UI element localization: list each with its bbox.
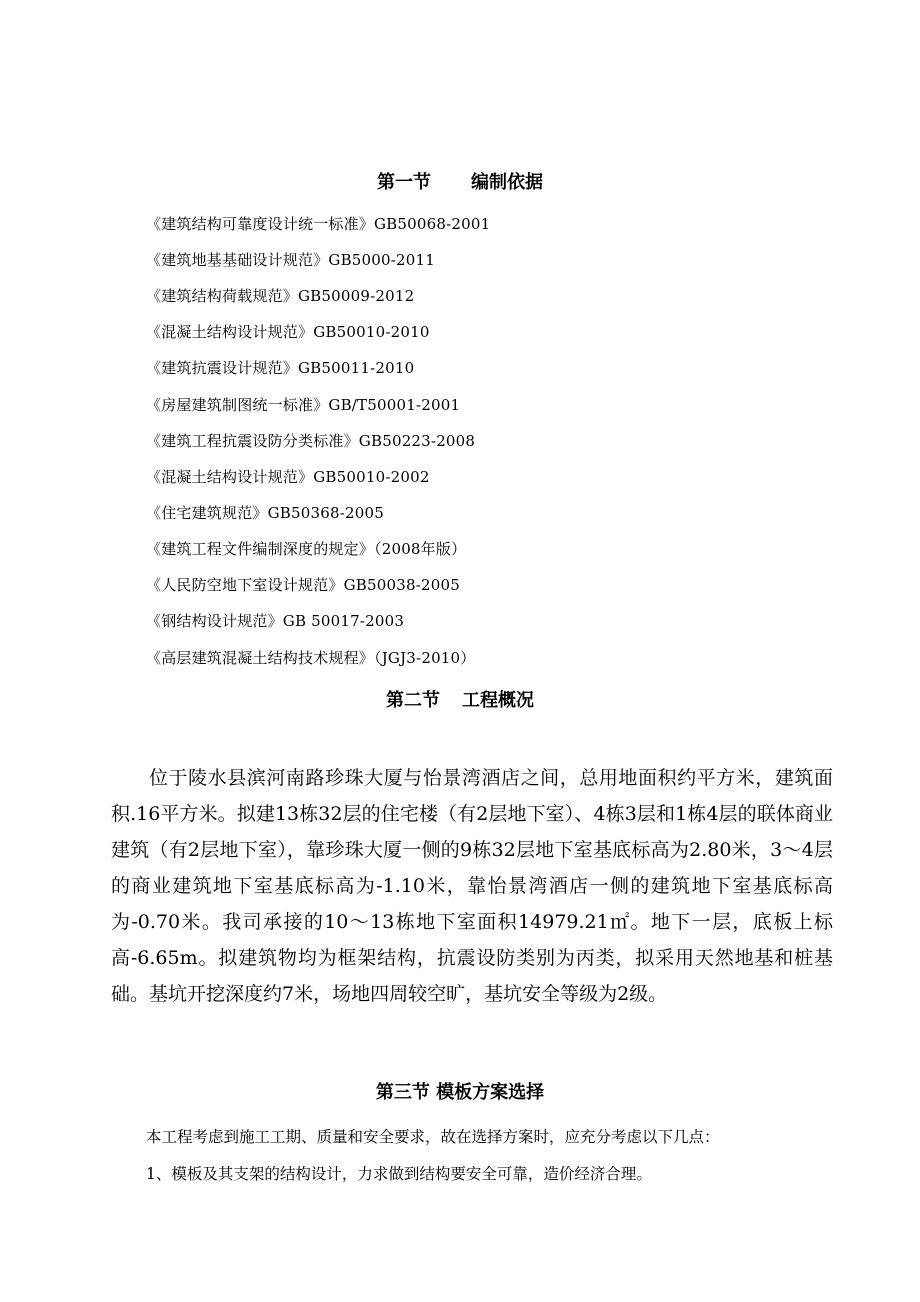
section1-title: 编制依据 xyxy=(471,172,543,193)
reference-item: 《钢结构设计规范》GB 50017-2003 xyxy=(146,612,405,630)
reference-item: 《建筑结构可靠度设计统一标准》GB50068-2001 xyxy=(146,215,491,233)
reference-item: 《房屋建筑制图统一标准》GB/T50001-2001 xyxy=(146,396,461,414)
reference-item: 《建筑抗震设计规范》GB50011-2010 xyxy=(146,359,415,377)
section2-title: 工程概况 xyxy=(462,690,534,711)
reference-item: 《建筑地基基础设计规范》GB5000-2011 xyxy=(146,251,436,269)
reference-item: 《混凝土结构设计规范》GB50010-2002 xyxy=(146,468,430,486)
reference-item: 《混凝土结构设计规范》GB50010-2010 xyxy=(146,323,430,341)
section3-heading: 第三节 模板方案选择 xyxy=(375,1082,545,1103)
reference-item: 《人民防空地下室设计规范》GB50038-2005 xyxy=(146,576,460,594)
reference-item: 《建筑工程文件编制深度的规定》（2008年版） xyxy=(146,540,467,558)
reference-item: 《住宅建筑规范》GB50368-2005 xyxy=(146,504,384,522)
reference-item: 《建筑结构荷载规范》GB50009-2012 xyxy=(146,287,415,305)
reference-item: 《建筑工程抗震设防分类标准》GB50223-2008 xyxy=(146,432,476,450)
project-overview-paragraph: 位于陵水县滨河南路珍珠大厦与怡景湾酒店之间，总用地面积约平方米，建筑面积.16平方米。拟建13栋32层的住宅楼（有2层地下室）、4栋3层和1栋4层的联体商业建筑（有2层地下室），靠珍珠大厦一侧的9栋32层地下室基底标高为2.80米，3～4层的商业建筑地下室基底标高为-1.10米，靠怡景湾酒店一侧的建筑地下室基底标高为-0.70米。我司承接的10～13栋地下室面积14979.21㎡。地下一层，底板上标高-6.65m。拟建筑物均为框架结构，抗震设防类别为丙类，拟采用天然地基和桩基础。基坑开挖深度约7米，场地四周较空旷，基坑安全等级为2级。 xyxy=(111,767,833,1005)
section1-number: 第一节 xyxy=(377,172,431,193)
section3-intro: 本工程考虑到施工工期、质量和安全要求，故在选择方案时，应充分考虑以下几点： xyxy=(146,1128,720,1146)
section3-point-1: 1、模板及其支架的结构设计，力求做到结构要安全可靠，造价经济合理。 xyxy=(146,1165,652,1183)
section2-heading xyxy=(0,689,920,713)
reference-item: 《高层建筑混凝土结构技术规程》（JGJ3-2010） xyxy=(146,649,476,667)
section2-number: 第二节 xyxy=(386,690,440,711)
section1-heading xyxy=(0,171,920,195)
